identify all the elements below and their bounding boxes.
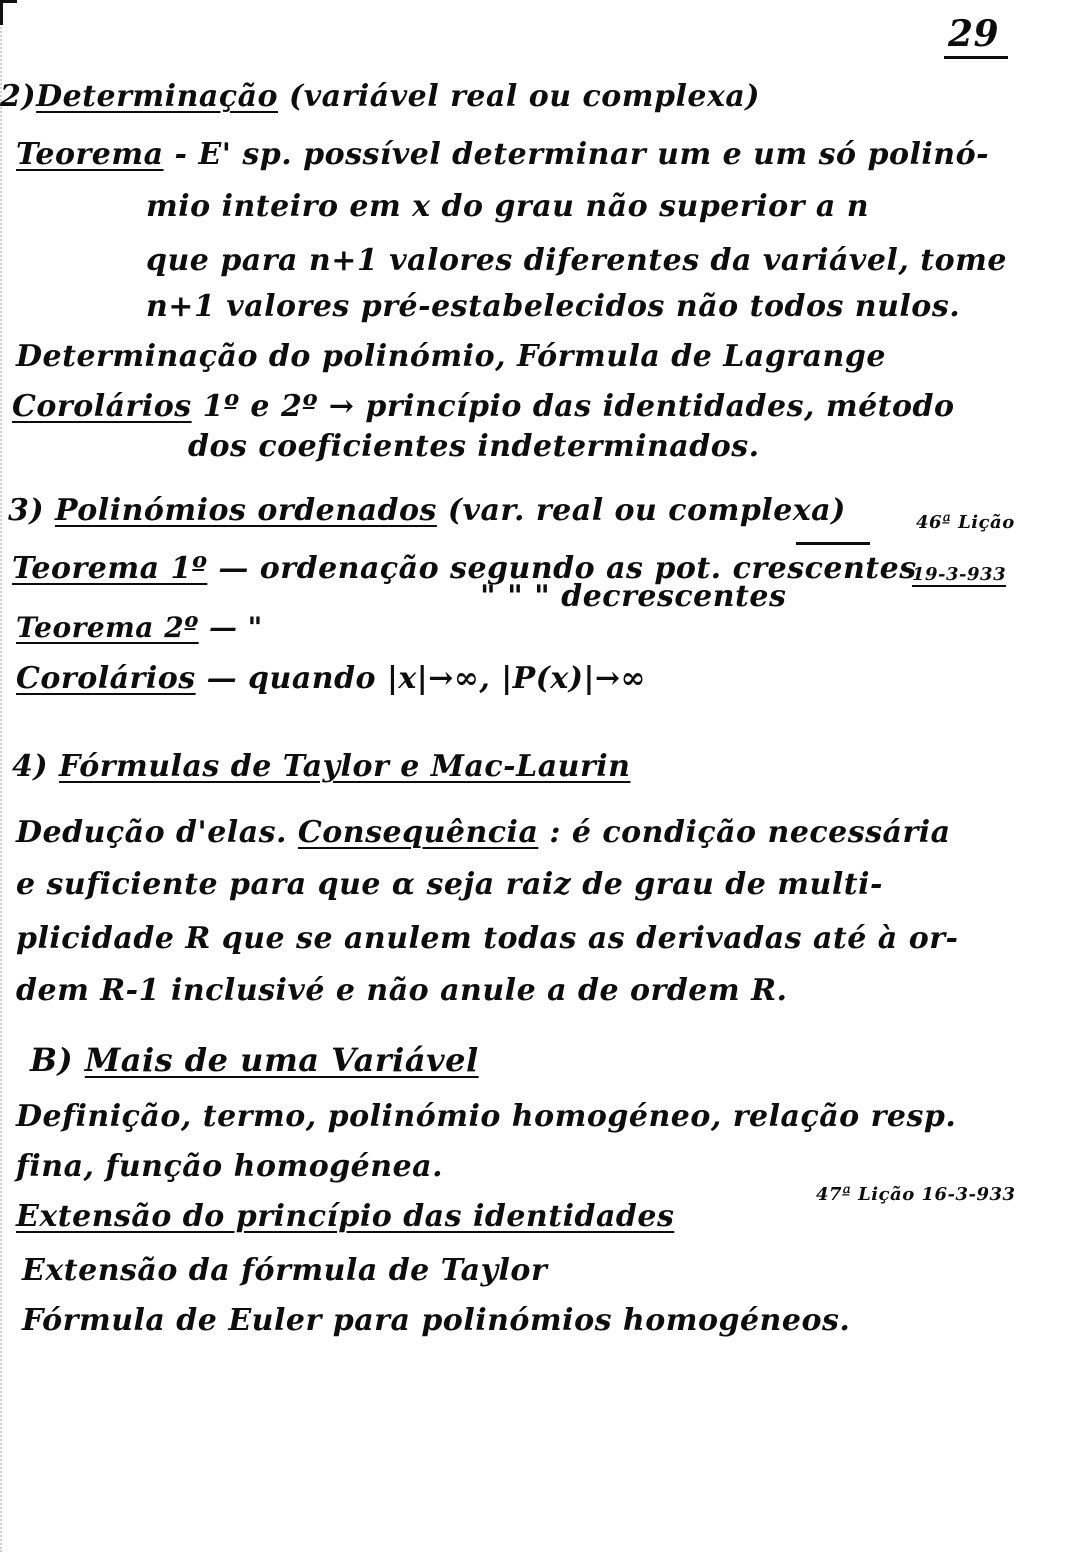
section2-heading — [0, 79, 760, 114]
sectionB-line-1: Definição, termo, polinómio homogéneo, relação resp. — [16, 1099, 957, 1134]
page-number-underline — [944, 56, 1008, 59]
sectionB-heading — [30, 1041, 479, 1079]
section2-theorem-line-3: que para n+1 valores diferentes da variável, tome — [146, 243, 1007, 278]
sectionB-title: Mais de uma Variável — [84, 1041, 479, 1079]
strikethrough-mark — [796, 542, 870, 545]
section3-margin-note-date: 19-3-933 — [912, 564, 1007, 585]
section3-heading — [8, 493, 846, 528]
section3-margin-note-line-2 — [912, 566, 1006, 584]
section4-line-4: dem R-1 inclusivé e não anule a de ordem R. — [16, 973, 788, 1008]
section4-title: Fórmulas de Taylor e Mac-Laurin — [59, 749, 631, 784]
section4-line-2: e suficiente para que α seja raiz de grau de multi- — [16, 867, 883, 902]
section3-theorem2-line — [16, 611, 263, 644]
section3-margin-note-line-1: 46ª Lição — [916, 512, 1015, 533]
section4-heading — [12, 749, 631, 784]
theorem2-text: — " — [208, 611, 263, 644]
section3-title: Polinómios ordenados — [55, 493, 437, 528]
consequence-label: Consequência — [297, 815, 539, 850]
theorem-text: - E' sp. possível determinar um e um só polinó- — [174, 137, 990, 172]
ditto-marks: " " " — [480, 579, 551, 614]
page-number: 29 — [948, 13, 1000, 55]
corollaries-text: 1º e 2º → princípio das identidades, método — [202, 389, 955, 424]
section3-corollaries-text: — quando |x|→∞, |P(x)|→∞ — [206, 661, 647, 696]
section3-corollaries-line — [16, 661, 647, 696]
theorem1-label: Teorema 1º — [12, 551, 208, 586]
sectionB-letter: B) — [30, 1041, 74, 1079]
section3-number: 3) — [8, 493, 45, 528]
sectionB-line-5: Fórmula de Euler para polinómios homogéneos. — [22, 1303, 851, 1338]
sectionB-line-3 — [16, 1199, 675, 1234]
corner-mark — [0, 0, 17, 25]
sectionB-line-2: fina, função homogénea. — [16, 1149, 444, 1184]
section3-qualifier: (var. real ou complexa) — [447, 493, 846, 528]
corollaries-label: Corolários — [12, 389, 192, 424]
sectionB-margin-note: 47ª Lição 16-3-933 — [816, 1184, 1016, 1205]
section2-corollaries-line-2: dos coeficientes indeterminados. — [188, 429, 760, 464]
theorem1-text: — ordenação segundo as pot. crescentes — [218, 551, 917, 586]
section4-number: 4) — [12, 749, 49, 784]
section4-line-3: plicidade R que se anulem todas as derivadas até à or- — [16, 921, 959, 956]
ditto-text: decrescentes — [561, 579, 787, 614]
section2-theorem-line-2: mio inteiro em x do grau não superior a n — [146, 189, 870, 224]
section2-theorem-line-1 — [16, 137, 990, 172]
section2-determination-line: Determinação do polinómio, Fórmula de Lagrange — [16, 339, 886, 374]
section2-qualifier: (variável real ou complexa) — [289, 79, 760, 114]
section3-corollaries-label: Corolários — [16, 661, 196, 696]
sectionB-line-3-text: Extensão do princípio das identidades — [16, 1199, 675, 1234]
section4-deduction-line — [16, 815, 951, 850]
theorem-label: Teorema — [16, 137, 164, 172]
section2-theorem-line-4: n+1 valores pré-estabelecidos não todos nulos. — [146, 289, 961, 324]
section2-title: Determinação — [36, 79, 279, 114]
theorem2-label: Teorema 2º — [16, 611, 199, 644]
section2-corollaries-line-1 — [12, 389, 955, 424]
consequence-text: : é condição necessária — [549, 815, 951, 850]
section2-number: 2) — [0, 79, 37, 114]
section3-ditto-line — [480, 579, 787, 614]
deduction-text: Dedução d'elas. — [16, 815, 287, 850]
sectionB-line-4: Extensão da fórmula de Taylor — [22, 1253, 548, 1288]
